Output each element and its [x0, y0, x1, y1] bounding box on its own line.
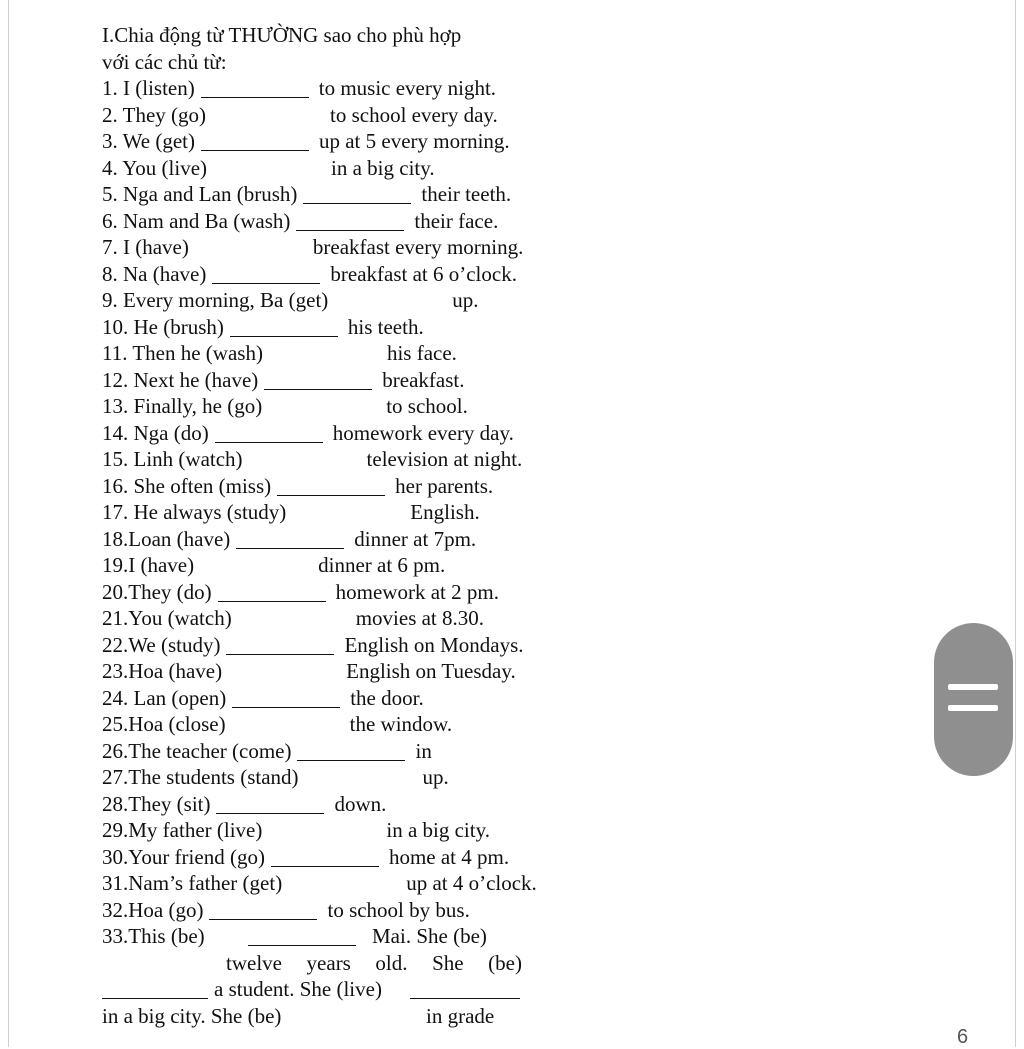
item-33-line-4-text: in a big city. She (be)	[102, 1003, 282, 1028]
answer-blank[interactable]	[213, 155, 321, 177]
exercise-item	[102, 393, 562, 420]
answer-blank[interactable]	[212, 261, 320, 284]
exercise-continuation: in	[415, 738, 432, 763]
exercise-continuation: to school.	[386, 394, 468, 418]
exercise-continuation: up.	[422, 765, 449, 789]
item-33-line-3-text: a student. She (live)	[214, 977, 382, 1001]
exercise-prompt: 32.Hoa (go)	[102, 897, 204, 922]
exercise-item	[102, 605, 562, 632]
answer-blank[interactable]	[230, 314, 338, 337]
exercise-continuation: their teeth.	[421, 182, 512, 206]
answer-blank[interactable]	[228, 658, 336, 680]
exercise-prompt: 13. Finally, he (go)	[102, 394, 263, 418]
exercise-continuation: the window.	[349, 712, 453, 736]
exercise-prompt: 26.The teacher (come)	[102, 738, 292, 763]
exercise-continuation: to music every night.	[318, 76, 497, 100]
exercise-item	[102, 102, 562, 129]
page-edge-right	[1015, 0, 1016, 1047]
exercise-item	[102, 420, 562, 447]
exercise-item	[102, 552, 562, 579]
exercise-continuation: home at 4 pm.	[388, 844, 510, 869]
exercise-prompt: 21.You (watch)	[102, 606, 232, 630]
exercise-item	[102, 75, 562, 102]
exercise-item	[102, 128, 562, 155]
exercise-continuation: dinner at 7pm.	[354, 526, 477, 551]
exercise-prompt: 24. Lan (open)	[102, 685, 227, 710]
exercise-item-33	[102, 923, 562, 1029]
exercise-item	[102, 844, 562, 871]
answer-blank[interactable]	[249, 446, 357, 468]
exercise-continuation: movies at 8.30.	[355, 606, 485, 630]
exercise-continuation: up at 5 every morning.	[318, 129, 510, 153]
exercise-item	[102, 870, 562, 897]
exercise-prompt: 23.Hoa (have)	[102, 659, 223, 683]
exercise-continuation: down.	[334, 791, 387, 816]
answer-blank[interactable]	[277, 473, 385, 496]
answer-blank[interactable]	[200, 552, 308, 574]
item-33-word: years	[306, 950, 351, 975]
item-33-line-1	[102, 923, 562, 950]
exercise-prompt: 16. She often (miss)	[102, 473, 272, 498]
exercise-prompt: 1. I (listen)	[102, 76, 195, 100]
exercise-continuation: television at night.	[366, 447, 523, 471]
exercise-continuation: breakfast at 6 o’clock.	[330, 261, 517, 286]
exercise-continuation: dinner at 6 pm.	[318, 553, 446, 577]
answer-blank[interactable]	[305, 764, 413, 786]
answer-blank[interactable]	[209, 897, 317, 920]
exercise-continuation: English.	[410, 500, 480, 524]
answer-blank[interactable]	[201, 75, 309, 98]
answer-blank[interactable]	[303, 181, 411, 204]
answer-blank	[248, 923, 356, 946]
exercise-item	[102, 340, 562, 367]
exercise-continuation: homework every day.	[332, 420, 514, 445]
exercise-item	[102, 208, 562, 235]
item-33-continuation: Mai. She (be)	[372, 924, 487, 948]
exercise-prompt: 14. Nga (do)	[102, 420, 209, 445]
exercise-continuation: in a big city.	[331, 155, 435, 180]
exercise-continuation: in a big city.	[386, 818, 490, 842]
exercise-continuation: up at 4 o’clock.	[406, 871, 537, 895]
exercise-prompt: 27.The students (stand)	[102, 765, 299, 789]
exercise-prompt: 31.Nam’s father (get)	[102, 871, 283, 895]
exercise-document	[102, 22, 562, 1029]
exercise-continuation: English on Mondays.	[344, 632, 524, 657]
exercise-item	[102, 314, 562, 341]
exercise-prompt: 15. Linh (watch)	[102, 447, 243, 471]
answer-blank[interactable]	[201, 128, 309, 151]
exercise-item	[102, 738, 562, 765]
answer-blank[interactable]	[218, 579, 326, 602]
exercise-item	[102, 446, 562, 473]
item-33-line-2	[102, 950, 562, 977]
exercise-title-line-2: với các chủ từ:	[102, 49, 227, 74]
answer-blank[interactable]	[212, 102, 320, 124]
exercise-item	[102, 526, 562, 553]
item-33-word: (be)	[488, 950, 522, 975]
answer-blank[interactable]	[226, 632, 334, 655]
item-33-word: twelve	[226, 950, 282, 975]
exercise-item	[102, 711, 562, 738]
exercise-item	[102, 685, 562, 712]
exercise-prompt: 6. Nam and Ba (wash)	[102, 208, 291, 233]
exercise-title-line-1: I.Chia động từ THƯỜNG sao cho phù hợp	[102, 23, 462, 47]
exercise-item	[102, 367, 562, 394]
exercise-prompt: 25.Hoa (close)	[102, 712, 226, 736]
answer-blank[interactable]	[232, 711, 340, 733]
exercise-item	[102, 499, 562, 526]
exercise-item	[102, 658, 562, 685]
exercise-prompt: 9. Every morning, Ba (get)	[102, 288, 329, 312]
answer-blank[interactable]	[195, 234, 303, 256]
answer-blank[interactable]	[297, 738, 405, 761]
exercise-continuation: to school every day.	[330, 102, 498, 127]
exercise-continuation: his teeth.	[347, 314, 424, 339]
answer-blank[interactable]	[292, 499, 400, 521]
exercise-prompt: 19.I (have)	[102, 553, 195, 577]
exercise-continuation: the door.	[350, 685, 424, 710]
exercise-item	[102, 791, 562, 818]
exercise-prompt: 4. You (live)	[102, 155, 208, 180]
exercise-prompt: 10. He (brush)	[102, 314, 224, 339]
exercise-item	[102, 181, 562, 208]
item-33-word: old.	[375, 950, 408, 975]
exercise-prompt: 18.Loan (have)	[102, 526, 231, 551]
answer-blank[interactable]	[288, 870, 396, 892]
exercise-list	[102, 75, 562, 923]
item-33-line-3	[102, 976, 562, 1003]
answer-blank	[102, 976, 208, 999]
exercise-prompt: 12. Next he (have)	[102, 367, 259, 392]
answer-blank[interactable]	[236, 526, 344, 549]
answer-blank[interactable]	[215, 420, 323, 443]
exercise-continuation: English on Tuesday.	[346, 659, 516, 683]
page-edge-left	[8, 0, 9, 1047]
exercise-continuation: his face.	[386, 341, 457, 365]
answer-blank	[410, 976, 520, 999]
exercise-continuation: homework at 2 pm.	[335, 579, 499, 604]
exercise-item	[102, 632, 562, 659]
item-33-line-2-words	[226, 950, 522, 977]
drag-grip-icon	[948, 684, 998, 690]
exercise-item	[102, 817, 562, 844]
item-33-word: She	[432, 950, 464, 975]
exercise-item	[102, 473, 562, 500]
exercise-continuation: their face.	[414, 208, 499, 233]
exercise-item	[102, 261, 562, 288]
answer-blank[interactable]	[264, 367, 372, 390]
exercise-prompt: 29.My father (live)	[102, 818, 263, 842]
exercise-item	[102, 287, 562, 314]
answer-blank[interactable]	[271, 844, 379, 867]
item-33-prompt: 33.This (be)	[102, 924, 205, 948]
exercise-item	[102, 234, 562, 261]
exercise-prompt: 22.We (study)	[102, 632, 221, 657]
exercise-item	[102, 155, 562, 182]
drag-grip-icon	[948, 705, 998, 711]
exercise-continuation: to school by bus.	[327, 897, 470, 922]
item-33-line-4	[102, 1003, 562, 1030]
answer-blank[interactable]	[268, 393, 376, 415]
answer-blank[interactable]	[269, 340, 377, 362]
exercise-prompt: 7. I (have)	[102, 235, 189, 259]
exercise-prompt: 30.Your friend (go)	[102, 844, 265, 869]
exercise-prompt: 28.They (sit)	[102, 791, 211, 816]
answer-blank[interactable]	[296, 208, 404, 231]
exercise-prompt: 11. Then he (wash)	[102, 341, 263, 365]
exercise-continuation: up.	[452, 288, 479, 312]
answer-blank[interactable]	[232, 685, 340, 708]
answer-blank[interactable]	[216, 791, 324, 814]
answer-blank[interactable]	[238, 605, 346, 627]
exercise-prompt: 3. We (get)	[102, 129, 195, 153]
exercise-prompt: 2. They (go)	[102, 102, 207, 127]
page-number: 6	[957, 1026, 969, 1048]
exercise-prompt: 20.They (do)	[102, 579, 212, 604]
scroll-handle[interactable]	[934, 623, 1013, 776]
exercise-prompt: 5. Nga and Lan (brush)	[102, 182, 298, 206]
item-33-line-4-end: in grade	[426, 1003, 495, 1028]
answer-blank[interactable]	[334, 287, 442, 309]
exercise-item	[102, 764, 562, 791]
answer-blank[interactable]	[268, 817, 376, 839]
exercise-item	[102, 579, 562, 606]
exercise-continuation: her parents.	[395, 473, 494, 498]
exercise-prompt: 17. He always (study)	[102, 500, 287, 524]
exercise-prompt: 8. Na (have)	[102, 261, 207, 286]
exercise-continuation: breakfast every morning.	[312, 235, 524, 259]
exercise-item	[102, 897, 562, 924]
exercise-continuation: breakfast.	[382, 367, 465, 392]
